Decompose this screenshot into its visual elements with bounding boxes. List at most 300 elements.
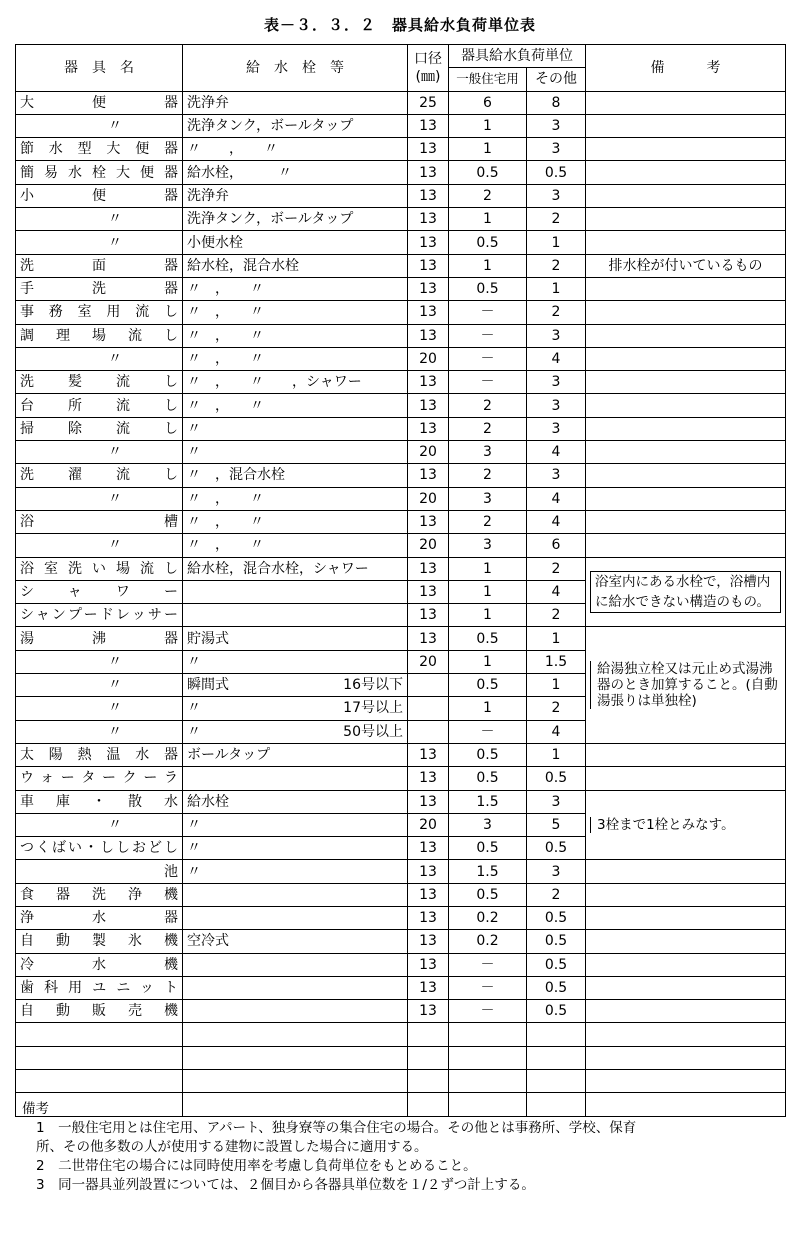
diameter-cell: 13	[408, 860, 449, 883]
faucet-type: 〃 ， 〃	[183, 394, 408, 417]
remark-cell	[586, 347, 786, 370]
table-row	[16, 371, 786, 394]
fixture-name: 湯沸器	[16, 627, 183, 650]
diameter-cell: 13	[408, 883, 449, 906]
table-row	[16, 138, 786, 161]
remark-cell	[586, 371, 786, 394]
remark-cell	[586, 208, 786, 231]
other-cell: 4	[527, 441, 586, 464]
faucet-type: 〃 ， 〃	[183, 301, 408, 324]
other-cell: 4	[527, 580, 586, 603]
residential-cell: 0.5	[449, 767, 527, 790]
table-row	[16, 1000, 786, 1023]
other-cell: 5	[527, 813, 586, 836]
empty-cell	[16, 1023, 183, 1046]
residential-cell: －	[449, 1000, 527, 1023]
faucet-type	[183, 976, 408, 999]
diameter-cell: 20	[408, 650, 449, 673]
residential-cell: 2	[449, 394, 527, 417]
notes-section	[22, 1100, 792, 1195]
other-cell: 3	[527, 790, 586, 813]
table-row	[16, 534, 786, 557]
diameter-cell: 13	[408, 790, 449, 813]
fixture-name: 〃	[16, 650, 183, 673]
residential-cell: 3	[449, 534, 527, 557]
residential-cell: 0.5	[449, 277, 527, 300]
other-cell: 8	[527, 91, 586, 114]
remark-cell	[586, 534, 786, 557]
fixture-name: 自動製氷機	[16, 930, 183, 953]
faucet-label: 〃	[187, 700, 201, 717]
fixture-name: 歯科用ユニット	[16, 976, 183, 999]
residential-cell: 3	[449, 441, 527, 464]
fixture-name: 台所流し	[16, 394, 183, 417]
residential-cell: －	[449, 953, 527, 976]
note-item-1-cont: 所、その他多数の人が使用する建物に設置した場合に適用する。	[36, 1139, 428, 1155]
empty-cell	[527, 1046, 586, 1069]
faucet-type	[183, 883, 408, 906]
other-cell: 0.5	[527, 767, 586, 790]
faucet-type: 〃	[183, 441, 408, 464]
remark-cell	[586, 464, 786, 487]
fixture-name: 〃	[16, 441, 183, 464]
residential-cell: 2	[449, 184, 527, 207]
faucet-type: 洗浄弁	[183, 184, 408, 207]
empty-cell	[449, 1046, 527, 1069]
diameter-cell: 13	[408, 277, 449, 300]
fixture-name: 自動販売機	[16, 1000, 183, 1023]
residential-cell: 0.5	[449, 883, 527, 906]
diameter-cell: 13	[408, 906, 449, 929]
diameter-cell: 13	[408, 301, 449, 324]
table-row	[16, 953, 786, 976]
remark-cell	[586, 767, 786, 790]
remark-text: 3栓まで1栓とみなす。	[590, 817, 781, 833]
table-row	[16, 743, 786, 766]
remark-heater	[586, 627, 786, 743]
fixture-name: 調理場流し	[16, 324, 183, 347]
other-cell: 2	[527, 883, 586, 906]
fixture-name: 〃	[16, 231, 183, 254]
residential-cell: 1.5	[449, 790, 527, 813]
faucet-type: 〃 ， 〃	[183, 534, 408, 557]
residential-cell: 0.5	[449, 627, 527, 650]
faucet-type: 〃	[183, 860, 408, 883]
diameter-cell: 13	[408, 138, 449, 161]
diameter-cell: 13	[408, 743, 449, 766]
remark-cell	[586, 184, 786, 207]
fixture-name: シャンプードレッサー	[16, 604, 183, 627]
faucet-type	[183, 1000, 408, 1023]
diameter-cell: 20	[408, 347, 449, 370]
diameter-cell: 13	[408, 627, 449, 650]
other-cell: 3	[527, 860, 586, 883]
faucet-type	[183, 580, 408, 603]
remark-bath	[586, 557, 786, 627]
empty-cell	[586, 1023, 786, 1046]
table-row	[16, 161, 786, 184]
empty-cell	[586, 1046, 786, 1069]
diameter-cell: 13	[408, 417, 449, 440]
residential-cell: 1	[449, 114, 527, 137]
other-cell: 2	[527, 557, 586, 580]
header-load-unit: 器具給水負荷単位	[449, 45, 586, 68]
fixture-name: 手洗器	[16, 277, 183, 300]
faucet-label: 瞬間式	[187, 677, 229, 694]
table-row	[16, 464, 786, 487]
remark-cell	[586, 91, 786, 114]
faucet-type: 〃 ， 〃	[183, 324, 408, 347]
empty-row	[16, 1023, 786, 1046]
fixture-name: 〃	[16, 534, 183, 557]
fixture-name: ウォータークーラ	[16, 767, 183, 790]
fixture-name: 食器洗浄機	[16, 883, 183, 906]
remark-cell	[586, 953, 786, 976]
fixture-name: 太陽熱温水器	[16, 743, 183, 766]
fixture-name: 浴槽	[16, 510, 183, 533]
table-row	[16, 347, 786, 370]
note-item-3: 3 同一器具並列設置については、２個目から各器具単位数を１/２ずつ計上する。	[36, 1177, 535, 1193]
fixture-name: 簡易水栓大便器	[16, 161, 183, 184]
residential-cell: 0.5	[449, 231, 527, 254]
faucet-type: 空冷式	[183, 930, 408, 953]
diameter-cell: 13	[408, 767, 449, 790]
faucet-label: 〃	[187, 723, 201, 740]
header-fixture: 器 具 名	[16, 45, 183, 92]
faucet-type	[183, 953, 408, 976]
table-row	[16, 394, 786, 417]
diameter-cell: 13	[408, 837, 449, 860]
faucet-type: 〃 ， 〃	[183, 510, 408, 533]
table-row	[16, 860, 786, 883]
note-item-1: 1 一般住宅用とは住宅用、アパート、独身寮等の集合住宅の場合。その他とは事務所、学校、保育	[36, 1120, 637, 1136]
note-item-2: 2 二世帯住宅の場合には同時使用率を考慮し負荷単位をもとめること。	[36, 1158, 477, 1174]
remark-cell	[586, 906, 786, 929]
empty-cell	[527, 1070, 586, 1093]
table-row	[16, 231, 786, 254]
other-cell: 4	[527, 347, 586, 370]
other-cell: 3	[527, 138, 586, 161]
residential-cell: 2	[449, 417, 527, 440]
residential-cell: 3	[449, 813, 527, 836]
diameter-cell	[408, 720, 449, 743]
residential-cell: 1	[449, 604, 527, 627]
table-row	[16, 487, 786, 510]
notes-heading: 備考	[22, 1101, 49, 1117]
empty-cell	[408, 1023, 449, 1046]
faucet-type: 〃 ， 〃	[183, 487, 408, 510]
residential-cell: －	[449, 324, 527, 347]
fixture-name: 池	[16, 860, 183, 883]
residential-cell: －	[449, 347, 527, 370]
fixture-name: 大便器	[16, 91, 183, 114]
table-row	[16, 208, 786, 231]
residential-cell: －	[449, 976, 527, 999]
remark-cell	[586, 231, 786, 254]
remark-cell: 排水栓が付いているもの	[586, 254, 786, 277]
residential-cell: 0.5	[449, 743, 527, 766]
remark-cell	[586, 138, 786, 161]
other-cell: 1	[527, 277, 586, 300]
faucet-type	[183, 767, 408, 790]
table-row	[16, 184, 786, 207]
other-cell: 0.5	[527, 930, 586, 953]
faucet-type: 〃	[183, 813, 408, 836]
diameter-cell: 13	[408, 557, 449, 580]
faucet-type	[183, 906, 408, 929]
residential-cell: 0.2	[449, 906, 527, 929]
remark-cell	[586, 324, 786, 347]
fixture-name: 洗濯流し	[16, 464, 183, 487]
other-cell: 6	[527, 534, 586, 557]
fixture-name: 〃	[16, 208, 183, 231]
header-diameter: 口径 (㎜)	[408, 45, 449, 92]
fixture-name: 節水型大便器	[16, 138, 183, 161]
other-cell: 3	[527, 464, 586, 487]
other-cell: 1	[527, 674, 586, 697]
fixture-name: 〃	[16, 697, 183, 720]
empty-cell	[449, 1070, 527, 1093]
table-row	[16, 301, 786, 324]
remark-cell	[586, 1000, 786, 1023]
residential-cell: 0.5	[449, 161, 527, 184]
diameter-cell: 13	[408, 114, 449, 137]
diameter-cell	[408, 697, 449, 720]
diameter-cell: 20	[408, 441, 449, 464]
remark-cell	[586, 510, 786, 533]
diameter-cell	[408, 674, 449, 697]
diameter-cell: 13	[408, 976, 449, 999]
empty-row	[16, 1070, 786, 1093]
diameter-cell: 13	[408, 510, 449, 533]
other-cell: 2	[527, 208, 586, 231]
other-cell: 2	[527, 301, 586, 324]
residential-cell: 3	[449, 487, 527, 510]
residential-cell: 1	[449, 138, 527, 161]
table-row	[16, 417, 786, 440]
faucet-type	[183, 720, 408, 743]
remark-cell	[586, 976, 786, 999]
faucet-size: 50号以上	[343, 723, 403, 740]
remark-cell	[586, 860, 786, 883]
fixture-name: 〃	[16, 347, 183, 370]
residential-cell: 1	[449, 580, 527, 603]
table-row	[16, 557, 786, 580]
remark-cell	[586, 161, 786, 184]
remark-cell	[586, 394, 786, 417]
faucet-type: 洗浄タンク，ボールタップ	[183, 114, 408, 137]
empty-cell	[408, 1070, 449, 1093]
fixture-name: 〃	[16, 720, 183, 743]
faucet-type: 給水栓，混合水栓，シャワー	[183, 557, 408, 580]
faucet-type: ボールタップ	[183, 743, 408, 766]
faucet-type: 貯湯式	[183, 627, 408, 650]
diameter-cell: 13	[408, 371, 449, 394]
faucet-type: 〃 ，混合水栓	[183, 464, 408, 487]
other-cell: 1.5	[527, 650, 586, 673]
diameter-cell: 13	[408, 208, 449, 231]
fixture-name: 〃	[16, 487, 183, 510]
fixture-name: 〃	[16, 813, 183, 836]
other-cell: 0.5	[527, 976, 586, 999]
remark-garage	[586, 790, 786, 860]
residential-cell: －	[449, 720, 527, 743]
fixture-name: 事務室用流し	[16, 301, 183, 324]
residential-cell: 1.5	[449, 860, 527, 883]
table-row	[16, 277, 786, 300]
empty-cell	[408, 1046, 449, 1069]
diameter-cell: 13	[408, 1000, 449, 1023]
faucet-type: 〃 ， 〃 ，シャワー	[183, 371, 408, 394]
header-residential: 一般住宅用	[449, 68, 527, 91]
faucet-size: 17号以上	[343, 700, 403, 717]
fixture-name: 掃除流し	[16, 417, 183, 440]
faucet-type: 〃 ， 〃	[183, 277, 408, 300]
other-cell: 2	[527, 697, 586, 720]
faucet-type: 〃 ， 〃	[183, 347, 408, 370]
diameter-cell: 20	[408, 534, 449, 557]
remark-cell	[586, 417, 786, 440]
empty-cell	[183, 1023, 408, 1046]
faucet-type: 洗浄タンク，ボールタップ	[183, 208, 408, 231]
table-row	[16, 254, 786, 277]
other-cell: 4	[527, 510, 586, 533]
fixture-name: 〃	[16, 674, 183, 697]
table-row	[16, 114, 786, 137]
page-title: 表－３．３．２ 器具給水負荷単位表	[263, 16, 536, 34]
remark-cell	[586, 277, 786, 300]
other-cell: 1	[527, 627, 586, 650]
fixture-name: つくばい・ししおどし	[16, 837, 183, 860]
header-remarks: 備 考	[586, 45, 786, 92]
table-row	[16, 510, 786, 533]
table-row	[16, 906, 786, 929]
other-cell: 3	[527, 371, 586, 394]
remark-cell	[586, 883, 786, 906]
other-cell: 2	[527, 254, 586, 277]
remark-cell	[586, 743, 786, 766]
faucet-type: 給水栓	[183, 790, 408, 813]
faucet-type: 給水栓，混合水栓	[183, 254, 408, 277]
remark-cell	[586, 487, 786, 510]
fixture-name: 浴室洗い場流し	[16, 557, 183, 580]
fixture-name: シャワー	[16, 580, 183, 603]
other-cell: 3	[527, 394, 586, 417]
empty-cell	[16, 1070, 183, 1093]
residential-cell: 1	[449, 697, 527, 720]
faucet-type	[183, 674, 408, 697]
other-cell: 1	[527, 743, 586, 766]
empty-cell	[183, 1046, 408, 1069]
faucet-type	[183, 604, 408, 627]
remark-text: 給湯独立栓又は元止め式湯沸器のとき加算すること。(自動湯張りは単独栓)	[590, 661, 781, 709]
other-cell: 2	[527, 604, 586, 627]
other-cell: 3	[527, 184, 586, 207]
remark-cell	[586, 114, 786, 137]
diameter-cell: 13	[408, 254, 449, 277]
diameter-cell: 13	[408, 184, 449, 207]
faucet-type: 給水栓， 〃	[183, 161, 408, 184]
other-cell: 3	[527, 417, 586, 440]
diameter-cell: 13	[408, 394, 449, 417]
faucet-type: 〃	[183, 837, 408, 860]
header-faucet: 給 水 栓 等	[183, 45, 408, 92]
fixture-name: 〃	[16, 114, 183, 137]
fixture-name: 洗髪流し	[16, 371, 183, 394]
diameter-cell: 25	[408, 91, 449, 114]
other-cell: 4	[527, 487, 586, 510]
diameter-cell: 13	[408, 161, 449, 184]
faucet-size: 16号以下	[343, 677, 403, 694]
residential-cell: －	[449, 301, 527, 324]
empty-cell	[16, 1046, 183, 1069]
residential-cell: －	[449, 371, 527, 394]
empty-row	[16, 1046, 786, 1069]
remark-text: 浴室内にある水栓で，浴槽内に給水できない構造のもの。	[590, 571, 781, 613]
other-cell: 0.5	[527, 906, 586, 929]
table-row	[16, 930, 786, 953]
faucet-type	[183, 697, 408, 720]
residential-cell: 0.5	[449, 674, 527, 697]
other-cell: 0.5	[527, 953, 586, 976]
remark-cell	[586, 930, 786, 953]
residential-cell: 2	[449, 464, 527, 487]
header-other: その他	[527, 68, 586, 91]
faucet-type: 小便水栓	[183, 231, 408, 254]
diameter-cell: 13	[408, 930, 449, 953]
table-row	[16, 767, 786, 790]
faucet-type: 〃 ， 〃	[183, 138, 408, 161]
fixture-name: 車庫・散水	[16, 790, 183, 813]
empty-cell	[449, 1023, 527, 1046]
diameter-cell: 13	[408, 231, 449, 254]
table-row	[16, 883, 786, 906]
other-cell: 0.5	[527, 837, 586, 860]
remark-cell	[586, 301, 786, 324]
other-cell: 0.5	[527, 161, 586, 184]
diameter-cell: 13	[408, 324, 449, 347]
empty-cell	[586, 1070, 786, 1093]
empty-cell	[183, 1070, 408, 1093]
residential-cell: 1	[449, 650, 527, 673]
diameter-cell: 20	[408, 813, 449, 836]
other-cell: 3	[527, 114, 586, 137]
residential-cell: 6	[449, 91, 527, 114]
residential-cell: 1	[449, 557, 527, 580]
other-cell: 4	[527, 720, 586, 743]
remark-cell	[586, 441, 786, 464]
fixture-name: 浄水器	[16, 906, 183, 929]
faucet-type: 洗浄弁	[183, 91, 408, 114]
table-row	[16, 976, 786, 999]
fixture-load-table	[15, 44, 786, 1117]
diameter-cell: 13	[408, 464, 449, 487]
residential-cell: 1	[449, 254, 527, 277]
faucet-type: 〃	[183, 417, 408, 440]
table-row	[16, 441, 786, 464]
residential-cell: 1	[449, 208, 527, 231]
residential-cell: 0.2	[449, 930, 527, 953]
table-row	[16, 790, 786, 813]
residential-cell: 2	[449, 510, 527, 533]
diameter-cell: 20	[408, 487, 449, 510]
diameter-cell: 13	[408, 580, 449, 603]
table-row	[16, 324, 786, 347]
fixture-name: 冷水機	[16, 953, 183, 976]
table-row	[16, 627, 786, 650]
faucet-type: 〃	[183, 650, 408, 673]
other-cell: 0.5	[527, 1000, 586, 1023]
